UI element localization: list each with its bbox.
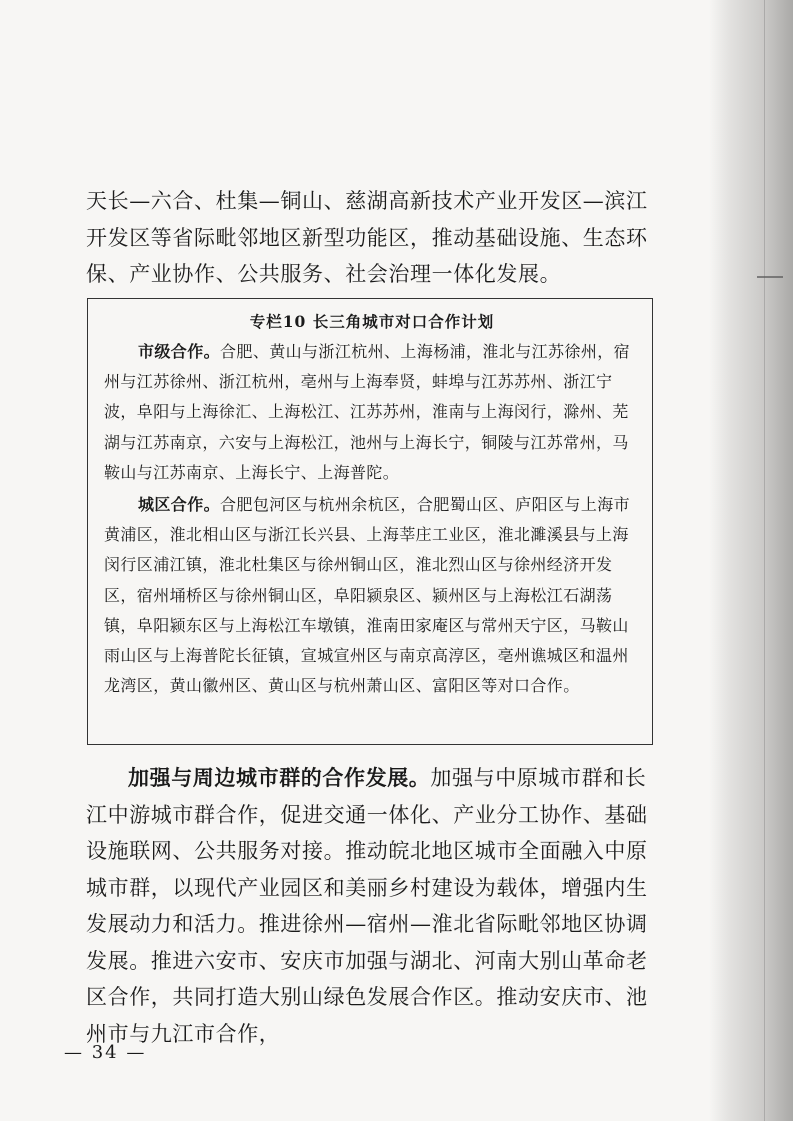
- district-cooperation-text: 合肥包河区与杭州余杭区，合肥蜀山区、庐阳区与上海市黄浦区，淮北相山区与浙江长兴县、上海莘庄工业区，淮北濉溪县与上海闵行区浦江镇，淮北杜集区与徐州铜山区，淮北烈山区与徐州经济开发区，宿州埇桥区与徐州铜山区，阜阳颍泉区、颍州区与上海松江石湖荡镇，阜阳颍东区与上海松江车墩镇，淮南田家庵区与常州天宁区，马鞍山雨山区与上海普陀长征镇，宣城宣州区与南京高淳区，亳州谯城区和温州龙湾区，黄山徽州区、黄山区与杭州萧山区、富阳区等对口合作。: [104, 495, 631, 696]
- city-cooperation-text: 合肥、黄山与浙江杭州、上海杨浦，淮北与江苏徐州，宿州与江苏徐州、浙江杭州，亳州与上海奉贤，蚌埠与江苏苏州、浙江宁波，阜阳与上海徐汇、上海松江、江苏苏州，淮南与上海闵行，滁州、芜湖与江苏南京，六安与上海松江，池州与上海长宁，铜陵与江苏常州，马鞍山与江苏南京、上海长宁、上海普陀。: [104, 342, 631, 482]
- body-lead: 加强与周边城市群的合作发展。: [128, 765, 431, 790]
- scan-edge-line: [764, 0, 765, 1121]
- city-cooperation-lead: 市级合作。: [138, 342, 221, 361]
- intro-paragraph: [86, 183, 660, 293]
- column-box: [87, 298, 653, 745]
- scan-edge-shadow: [709, 0, 793, 1121]
- body-text: 加强与中原城市群和长江中游城市群合作，促进交通一体化、产业分工协作、基础设施联网、公共服务对接。推动皖北地区城市全面融入中原城市群，以现代产业园区和美丽乡村建设为载体，增强内生发展动力和活力。推进徐州—宿州—淮北省际毗邻地区协调发展。推进六安市、安庆市加强与湖北、河南大别山革命老区合作，共同打造大别山绿色发展合作区。推动安庆市、池州市与九江市合作，: [86, 766, 648, 1046]
- district-cooperation-paragraph: [104, 490, 640, 701]
- city-cooperation-paragraph: [104, 337, 640, 488]
- body-paragraph: [86, 760, 660, 1052]
- column-title: 专栏10 长三角城市对口合作计划: [249, 312, 495, 331]
- page-number: — 34 —: [64, 1042, 147, 1063]
- district-cooperation-lead: 城区合作。: [138, 495, 221, 515]
- scan-edge-mark: [757, 276, 783, 278]
- intro-text: 天长—六合、杜集—铜山、慈湖高新技术产业开发区—滨江开发区等省际毗邻地区新型功能区，推动基础设施、生态环保、产业协作、公共服务、社会治理一体化发展。: [86, 189, 648, 286]
